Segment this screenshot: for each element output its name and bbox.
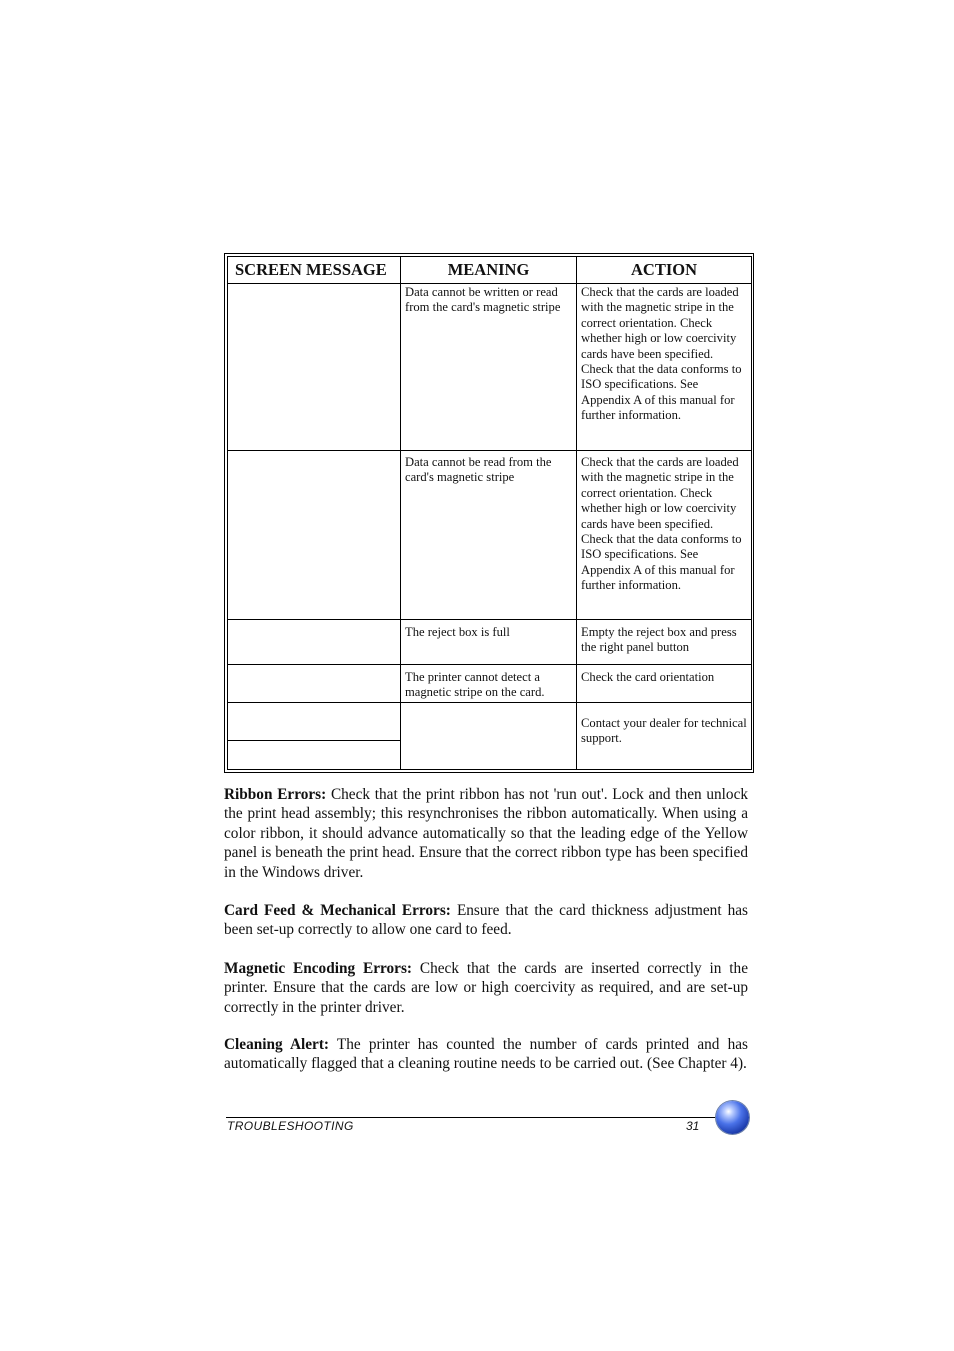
- cleaning-alert-paragraph: [224, 1035, 748, 1074]
- magnetic-encoding-errors-paragraph: [224, 959, 748, 1017]
- page-number: 31: [686, 1119, 700, 1133]
- meaning-cell: The printer cannot detect a magnetic stripe on the card.: [401, 665, 577, 703]
- screen-message-cell-split: [228, 703, 401, 770]
- meaning-cell: Data cannot be written or read from the card's magnetic stripe: [401, 284, 577, 451]
- table-row: [228, 451, 752, 620]
- meaning-cell: Data cannot be read from the card's magnetic stripe: [401, 451, 577, 620]
- footer-rule: [226, 1117, 718, 1118]
- section-text: Check that the cards are inserted correctly in the printer. Ensure that the cards are low or high coercivity as required, and are set-up correctly in the printer driver.: [224, 960, 748, 1016]
- screen-message-cell: [228, 284, 401, 451]
- table-row: [228, 703, 752, 770]
- screen-message-cell: [228, 451, 401, 620]
- section-text: Check that the print ribbon has not 'run out'. Lock and then unlock the print head assembly; this resynchronises the ribbon automatically. When using a color ribbon, it should advance automatically so that the leading edge of the Yellow panel is beneath the print head. Ensure that the correct ribbon type has been specified in the Windows driver.: [224, 786, 749, 881]
- table-header-row: [228, 257, 752, 284]
- section-title: Magnetic Encoding Errors:: [224, 960, 412, 977]
- action-cell: Check that the cards are loaded with the magnetic stripe in the correct orientation. Check whether high or low coercivity cards have been specified. Check that the data conforms to ISO specifications. See Appendix A of this manual for further information.: [577, 284, 752, 451]
- table-row: [228, 284, 752, 451]
- screen-message-sub-cell: [228, 703, 400, 741]
- footer-section-label: TROUBLESHOOTING: [227, 1119, 354, 1133]
- table-row: [228, 665, 752, 703]
- error-table: [224, 253, 754, 773]
- screen-message-cell: [228, 620, 401, 665]
- meaning-cell: [401, 703, 577, 770]
- header-meaning: MEANING: [401, 257, 577, 284]
- section-title: Ribbon Errors:: [224, 786, 327, 803]
- header-screen-message: SCREEN MESSAGE: [228, 257, 401, 284]
- card-feed-errors-paragraph: [224, 901, 748, 940]
- section-title: Card Feed & Mechanical Errors:: [224, 902, 451, 919]
- blue-sphere-icon: [716, 1101, 749, 1134]
- screen-message-cell: [228, 665, 401, 703]
- action-cell: Contact your dealer for technical support.: [577, 703, 752, 770]
- meaning-cell: The reject box is full: [401, 620, 577, 665]
- section-title: Cleaning Alert:: [224, 1036, 330, 1053]
- action-cell: Check the card orientation: [577, 665, 752, 703]
- header-action: ACTION: [577, 257, 752, 284]
- ribbon-errors-paragraph: [224, 785, 748, 882]
- section-text: Ensure that the card thickness adjustment has been set-up correctly to allow one card to feed.: [224, 902, 748, 939]
- action-cell: Empty the reject box and press the right panel button: [577, 620, 752, 665]
- section-text: The printer has counted the number of cards printed and has automatically flagged that a cleaning routine needs to be carried out. (See Chapter 4).: [224, 1036, 748, 1073]
- table-row: [228, 620, 752, 665]
- action-cell: Check that the cards are loaded with the magnetic stripe in the correct orientation. Check whether high or low coercivity cards have been specified. Check that the data conforms to ISO specifications. See Appendix A of this manual for further information.: [577, 451, 752, 620]
